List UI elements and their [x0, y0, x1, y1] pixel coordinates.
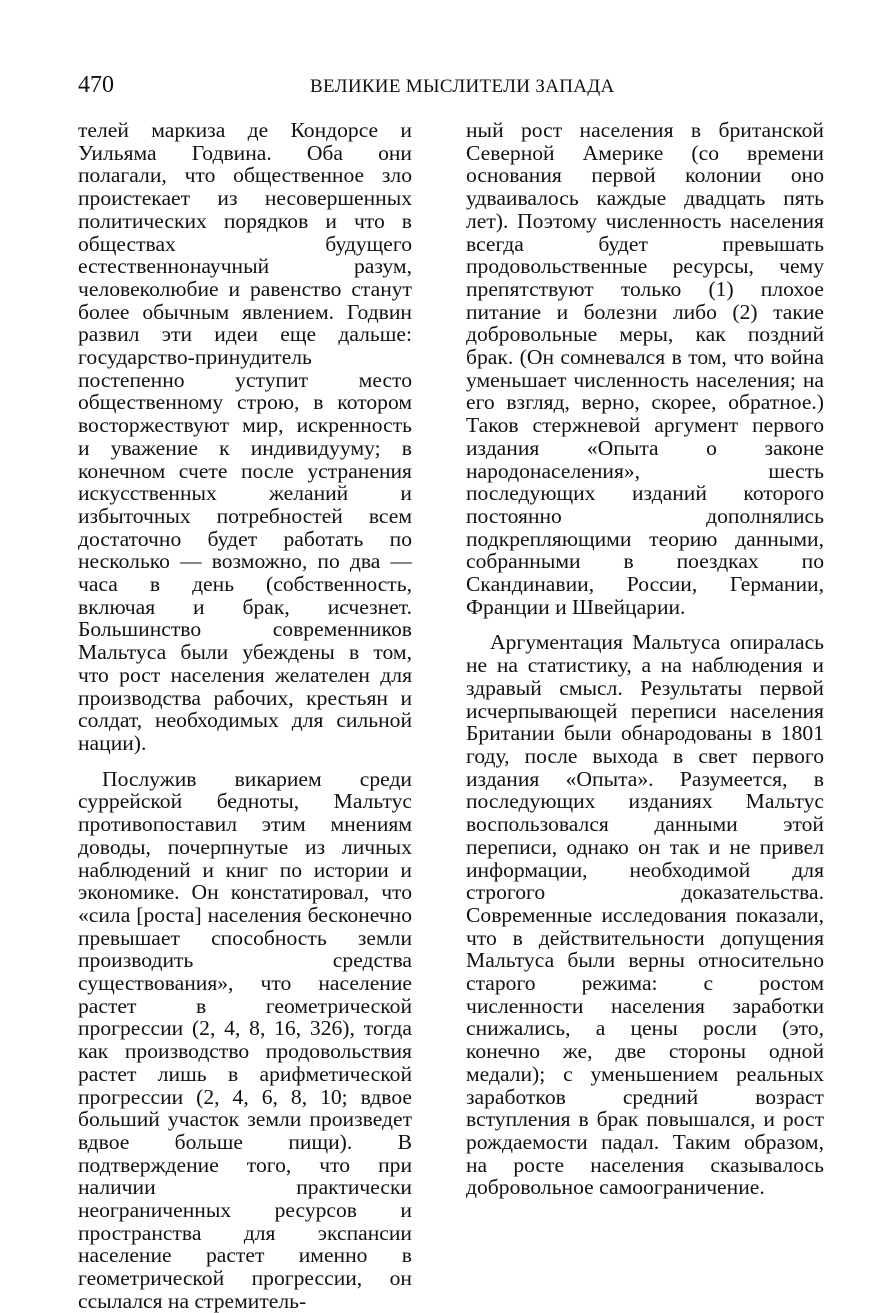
page-number: 470 [78, 72, 114, 98]
left-column [78, 119, 412, 1313]
page-header [78, 72, 824, 102]
paragraph-right-1: ный рост населения в британской Северной Америке (со времени основания первой колонии оно удваивалось каждые двадцать пять лет). Поэтому численность населения всегда будет превышать продовольственные ресурсы, чему препятствуют только (1) плохое питание и болезни либо (2) такие добровольные меры, как поздний брак. (Он сомневался в том, что война уменьшает численность населения; на его взгляд, верно, скорее, обратное.) Таков стержневой аргумент первого издания «Опыта о законе народонаселения», шесть последующих изданий которого постоянно дополнялись подкрепляющими теорию данными, собранными в поездках по Скандинавии, России, Германии, Франции и Швейцарии. [466, 118, 824, 619]
right-column [466, 119, 824, 1199]
running-title: ВЕЛИКИЕ МЫСЛИТЕЛИ ЗАПАДА [310, 76, 615, 97]
paragraph-left-1: телей маркиза де Кондорсе и Уильяма Годвина. Оба они полагали, что общественное зло проистекает из несовершенных политических порядков и что в обществах будущего естественнонаучный разум, человеколюбие и равенство станут более обычным явлением. Годвин развил эти идеи еще дальше: государство-принудитель постепенно уступит место общественному строю, в котором восторжествуют мир, искренность и уважение к индивидууму; в конечном счете после устранения искусственных желаний и избыточных потребностей всем достаточно будет работать по несколько — возможно, по два — часа в день (собственность, включая и брак, исчезнет. Большинство современников Мальтуса были убеждены в том, что рост населения желателен для производства рабочих, крестьян и солдат, необходимых для сильной нации). [78, 118, 412, 755]
paragraph-right-2: Аргументация Мальтуса опиралась не на статистику, а на наблюдения и здравый смысл. Результаты первой исчерпывающей переписи населения Британии были обнародованы в 1801 году, после выхода в свет первого издания «Опыта». Разумеется, в последующих изданиях Мальтус воспользовался данными этой переписи, однако он так и не привел информации, необходимой для строгого доказательства. Современные исследования показали, что в действительности допущения Мальтуса были верны относительно старого режима: с ростом численности населения заработки снижались, а цены росли (это, конечно же, две стороны одной медали); с уменьшением реальных заработков средний возраст вступления в брак повышался, и рост рождаемости падал. Таким образом, на росте населения сказывалось добровольное самоограничение. [466, 630, 824, 1200]
paragraph-left-2: Послужив викарием среди суррейской бедноты, Мальтус противопоставил этим мнениям доводы, почерпнутые из личных наблюдений и книг по истории и экономике. Он констатировал, что «сила [роста] населения бесконечно превышает способность земли производить средства существования», что население растет в геометрической прогрессии (2, 4, 8, 16, 326), тогда как производство продовольствия растет лишь в арифметической прогрессии (2, 4, 6, 8, 10; вдвое больший участок земли произведет вдвое больше пищи). В подтверждение того, что при наличии практически неограниченных ресурсов и пространства для экспансии население растет именно в геометрической прогрессии, он ссылался на стремитель- [78, 766, 412, 1313]
